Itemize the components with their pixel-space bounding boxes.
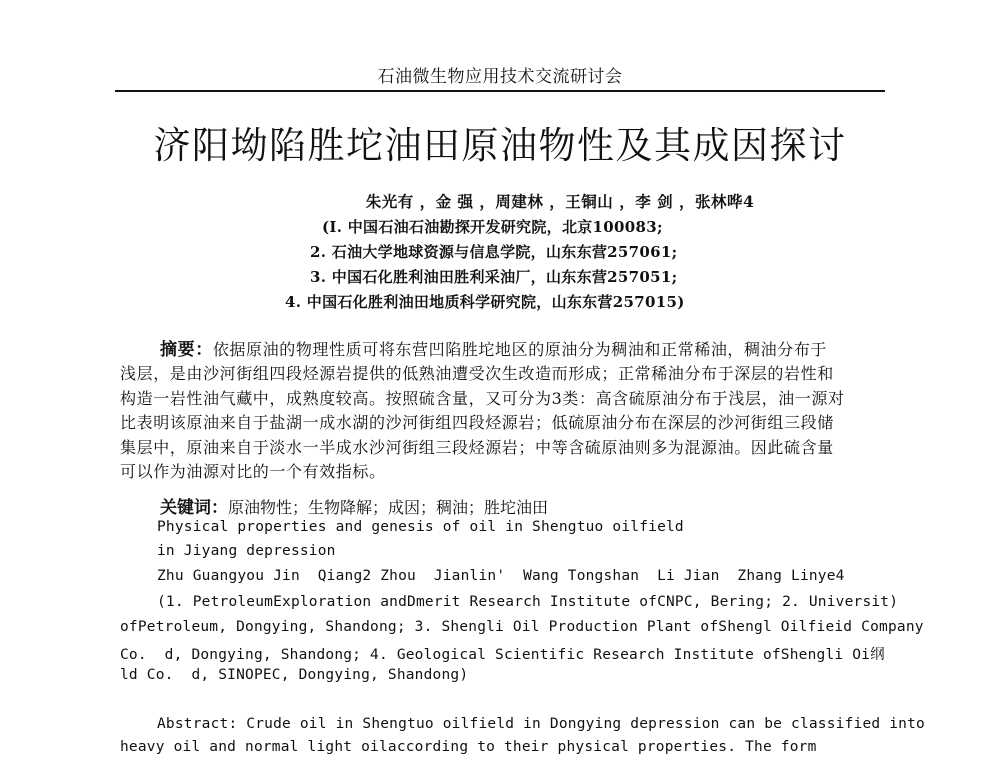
keywords-cn-label: 关键词：: [160, 498, 228, 518]
authors-en: Zhu Guangyou Jin Qiang2 Zhou Jianlin' Wang Tongshan Li Jian Zhang Linye4: [157, 568, 845, 584]
abstract-en-line-1: Abstract: Crude oil in Shengtuo oilfield in Dongying depression can be classified into: [157, 716, 925, 732]
keywords-cn: [160, 493, 548, 518]
header-rule: [115, 90, 885, 92]
affiliation-cn-2: 2. 石油大学地球资源与信息学院，山东东营257061;: [310, 243, 678, 261]
abstract-cn-line-5: 集层中，原油来自于淡水一半成水沙河街组三段烃源岩；中等含硫原油则多为混源油。因此硫含量: [120, 437, 834, 457]
authors-cn: 朱光有 ，金 强 ，周建林 ，王铜山 ，李 剑 ，张林哗4: [365, 192, 755, 211]
affiliation-en-line-2: ofPetroleum, Dongying, Shandong; 3. Shengli Oil Production Plant ofShengl Oilfieid Company: [120, 619, 924, 635]
affiliation-en-line-4: ld Co. d, SINOPEC, Dongying, Shandong): [120, 667, 469, 683]
abstract-en-line-2: heavy oil and normal light oilaccording to their physical properties. The form: [120, 739, 817, 755]
abstract-cn-line-6: 可以作为油源对比的一个有效指标。: [120, 462, 386, 482]
abstract-cn-text: 依据原油的物理性质可将东营凹陷胜坨地区的原油分为稠油和正常稀油，稠油分布于: [212, 340, 828, 359]
abstract-cn: [120, 338, 885, 484]
affiliation-en-line-3: Co. d, Dongying, Shandong; 4. Geological Scientific Research Institute ofShengli Oi纲: [120, 647, 885, 663]
affiliation-cn-1: (I. 中国石油石油勘探开发研究院，北京100083;: [322, 218, 663, 236]
abstract-cn-line-2: 浅层，是由沙河街组四段烃源岩提供的低熟油遭受次生改造而形成；正常稀油分布于深层的岩性和: [120, 364, 834, 384]
title-en-line-2: in Jiyang depression: [157, 543, 336, 559]
abstract-cn-line-3: 构造一岩性油气藏中，成熟度较高。按照硫含量，又可分为3类：高含硫原油分布于浅层，油一源对: [120, 388, 845, 408]
paper-title: 济阳坳陷胜坨油田原油物性及其成因探讨: [153, 124, 847, 167]
abstract-cn-line-4: 比表明该原油来自于盐湖一成水湖的沙河街组四段烃源岩；低硫原油分布在深层的沙河街组三段储: [120, 413, 834, 433]
keywords-cn-text: 原油物性；生物降解；成因；稠油；胜坨油田: [228, 498, 549, 517]
running-head: 石油微生物应用技术交流研讨会: [377, 67, 623, 87]
affiliation-en-line-1: (1. PetroleumExploration andDmerit Research Institute ofCNPC, Bering; 2. Universit): [157, 594, 899, 610]
affiliation-cn-4: 4. 中国石化胜利油田地质科学研究院，山东东营257015): [285, 293, 685, 311]
abstract-cn-label: 摘要：: [160, 340, 213, 360]
affiliation-cn-3: 3. 中国石化胜利油田胜利采油厂，山东东营257051;: [310, 268, 678, 286]
abstract-cn-line-1: [120, 338, 885, 362]
title-en-line-1: Physical properties and genesis of oil in Shengtuo oilfield: [157, 519, 684, 535]
